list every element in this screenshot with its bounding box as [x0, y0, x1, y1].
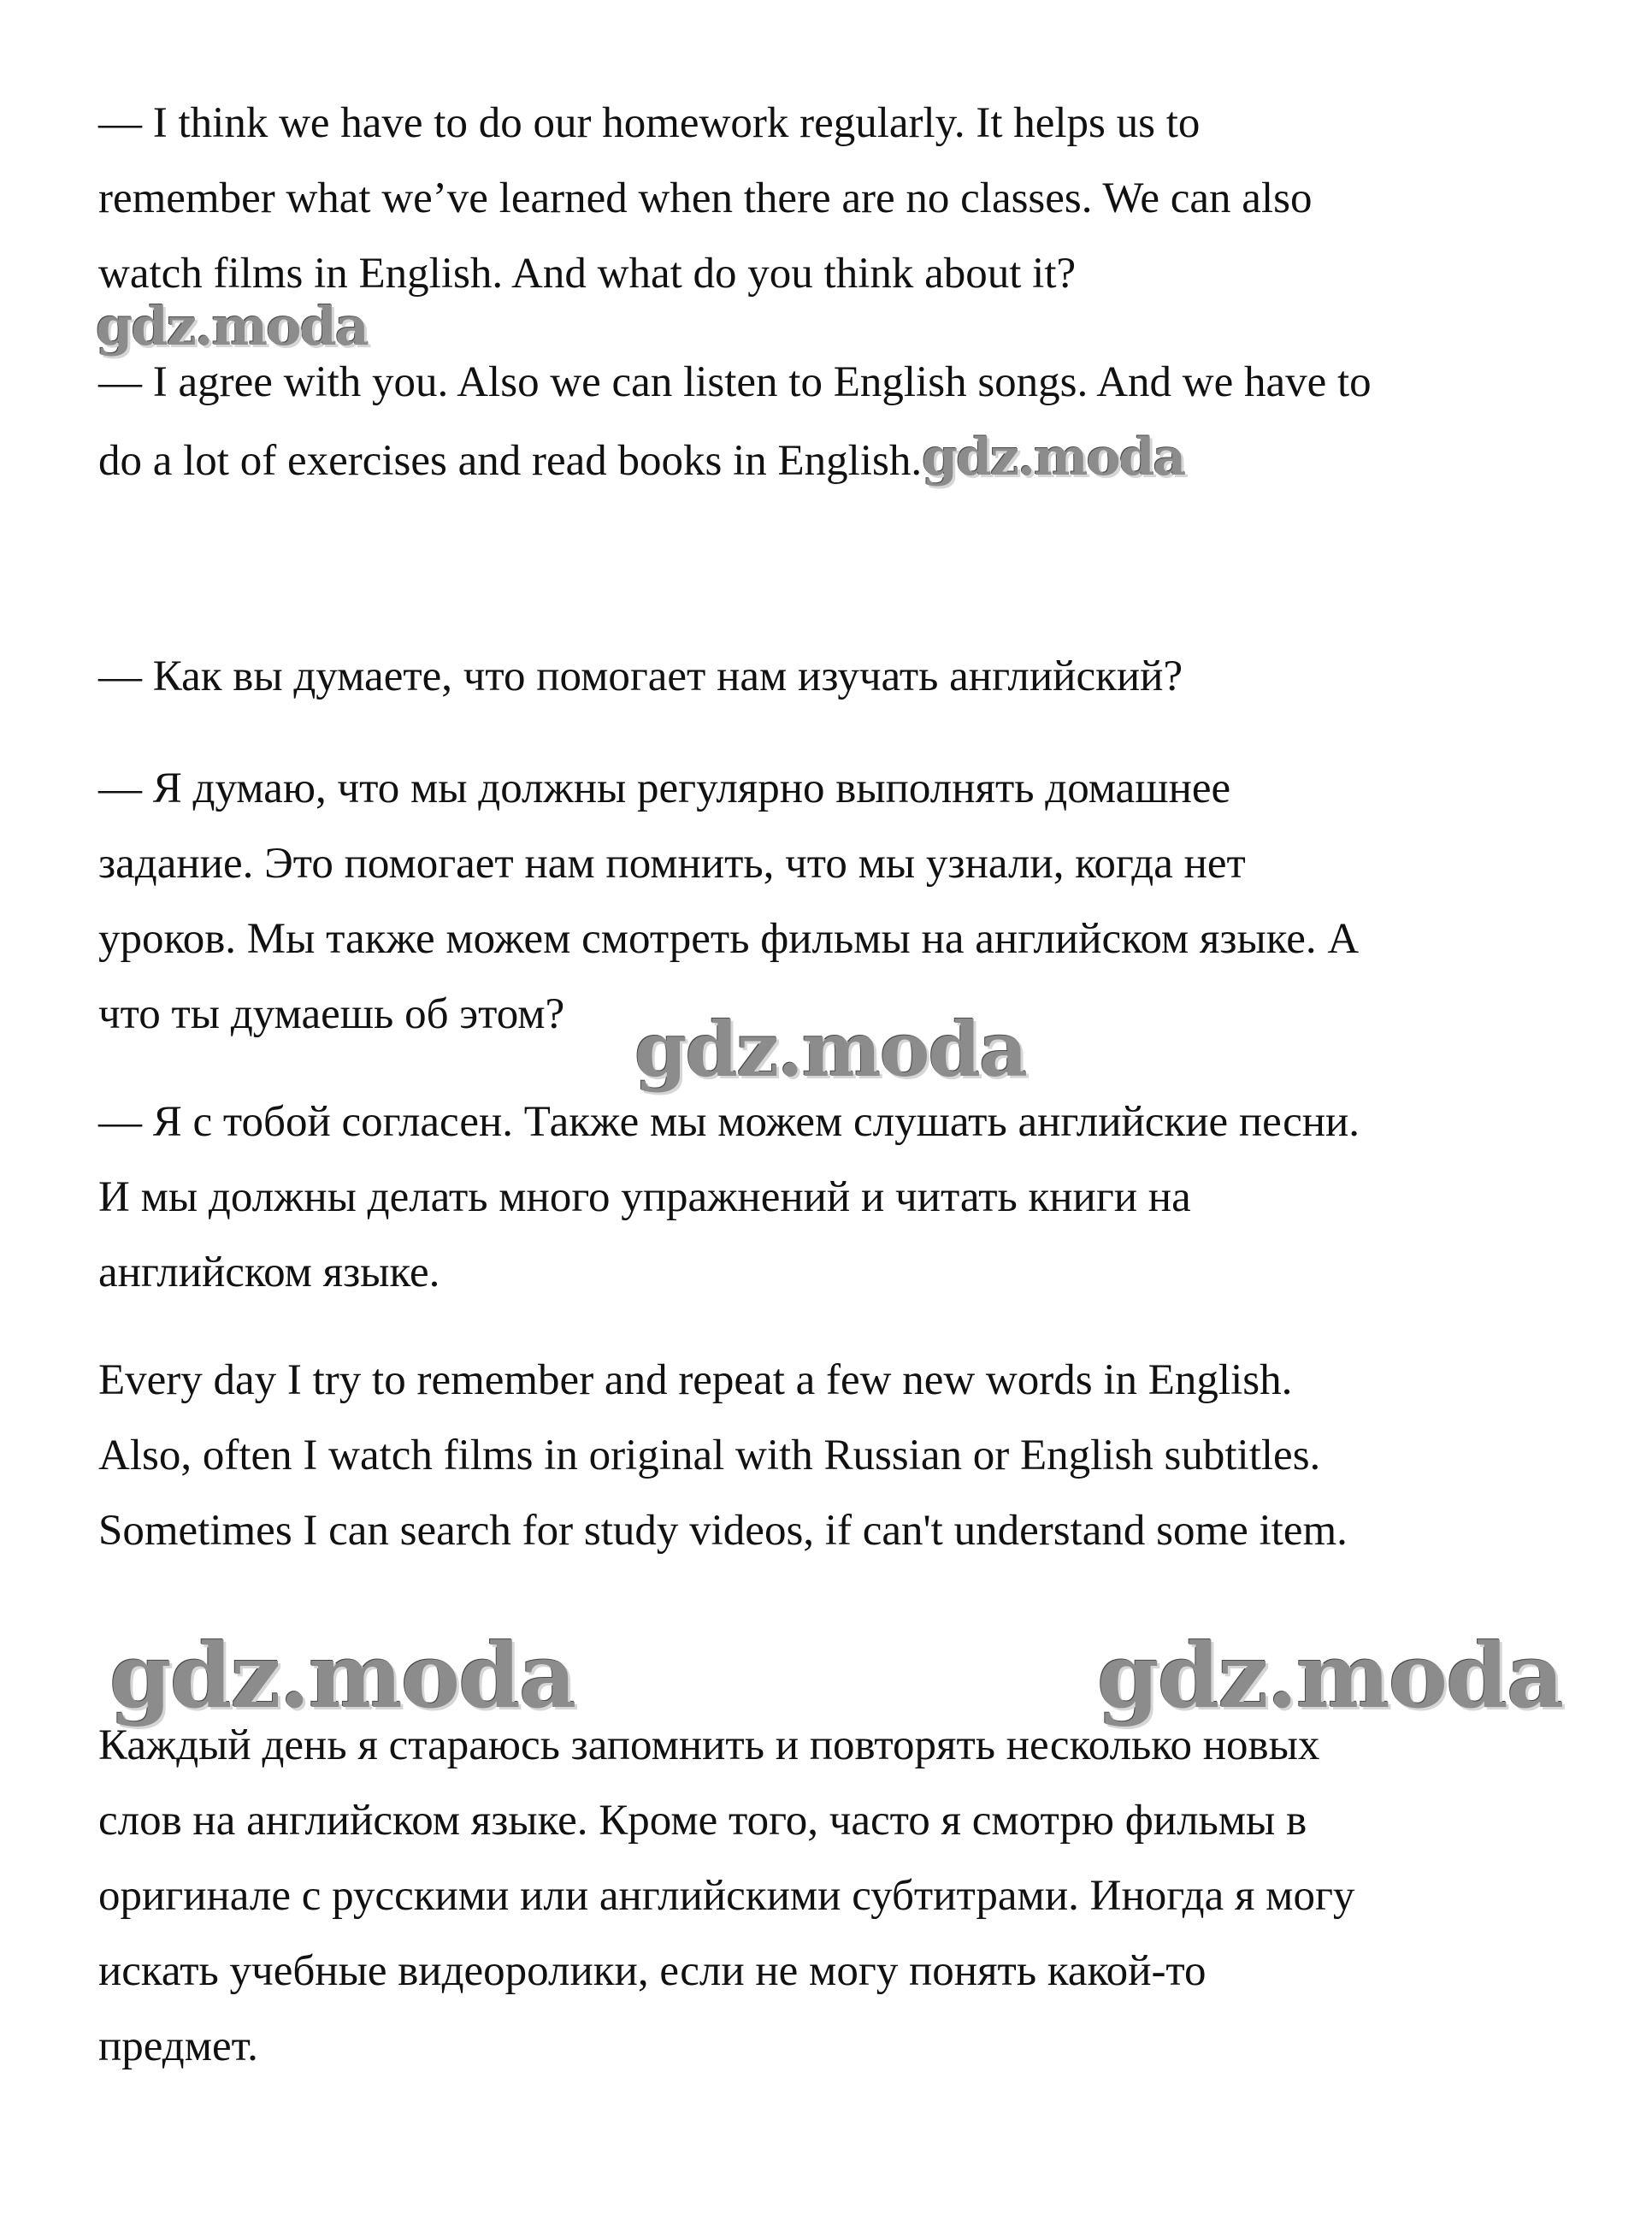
text-line: Every day I try to remember and repeat a few new words in English.: [98, 1356, 1293, 1404]
watermark: gdz.moda: [922, 428, 1185, 487]
paragraph-dialogue-ru-1: [98, 639, 1603, 714]
watermark: gdz.moda: [109, 1623, 575, 1728]
watermark: gdz.moda: [634, 1005, 1027, 1094]
paragraph-essay-en: [98, 1343, 1603, 1568]
watermark: gdz.moda: [96, 295, 368, 357]
text-line: уроков. Мы также можем смотреть фильмы на английском языке. А: [98, 915, 1360, 963]
text-line: Sometimes I can search for study videos, if can't understand some item.: [98, 1507, 1348, 1555]
text-line: watch films in English. And what do you think about it?: [98, 250, 1077, 298]
text-line: — I agree with you. Also we can listen to English songs. And we have to: [98, 358, 1372, 406]
text-line: remember what we’ve learned when there are no classes. We can also: [98, 174, 1313, 222]
text-line: — Как вы думаете, что помогает нам изучать английский?: [98, 652, 1183, 700]
text-line: слов на английском языке. Кроме того, часто я смотрю фильмы в: [98, 1797, 1307, 1845]
text-line: искать учебные видеоролики, если не могу понять какой-то: [98, 1947, 1207, 1995]
text-line: оригинале с русскими или английскими субтитрами. Иногда я могу: [98, 1872, 1355, 1920]
text-line: И мы должны делать много упражнений и читать книги на: [98, 1173, 1191, 1221]
text-line: английском языке.: [98, 1249, 440, 1296]
text-line: — Я думаю, что мы должны регулярно выполнять домашнее: [98, 765, 1231, 812]
paragraph-dialogue-en-2: [98, 345, 1603, 499]
paragraph-essay-ru: [98, 1708, 1603, 2084]
text-line: Also, often I watch films in original with Russian or English subtitles.: [98, 1432, 1321, 1479]
paragraph-dialogue-en-1: [98, 86, 1603, 311]
text-line: — I think we have to do our homework regularly. It helps us to: [98, 99, 1201, 147]
text-line: Каждый день я стараюсь запомнить и повторять несколько новых: [98, 1721, 1320, 1769]
paragraph-dialogue-ru-3: [98, 1084, 1603, 1310]
text-line: — Я с тобой согласен. Также мы можем слушать английские песни.: [98, 1098, 1360, 1146]
watermark: gdz.moda: [1097, 1623, 1563, 1728]
text-line: предмет.: [98, 2022, 258, 2070]
text-line: что ты думаешь об этом?: [98, 990, 565, 1038]
text-line: задание. Это помогает нам помнить, что мы узнали, когда нет: [98, 840, 1246, 888]
text-line-content: do a lot of exercises and read books in English.: [98, 437, 923, 485]
text-line: [98, 420, 1603, 499]
